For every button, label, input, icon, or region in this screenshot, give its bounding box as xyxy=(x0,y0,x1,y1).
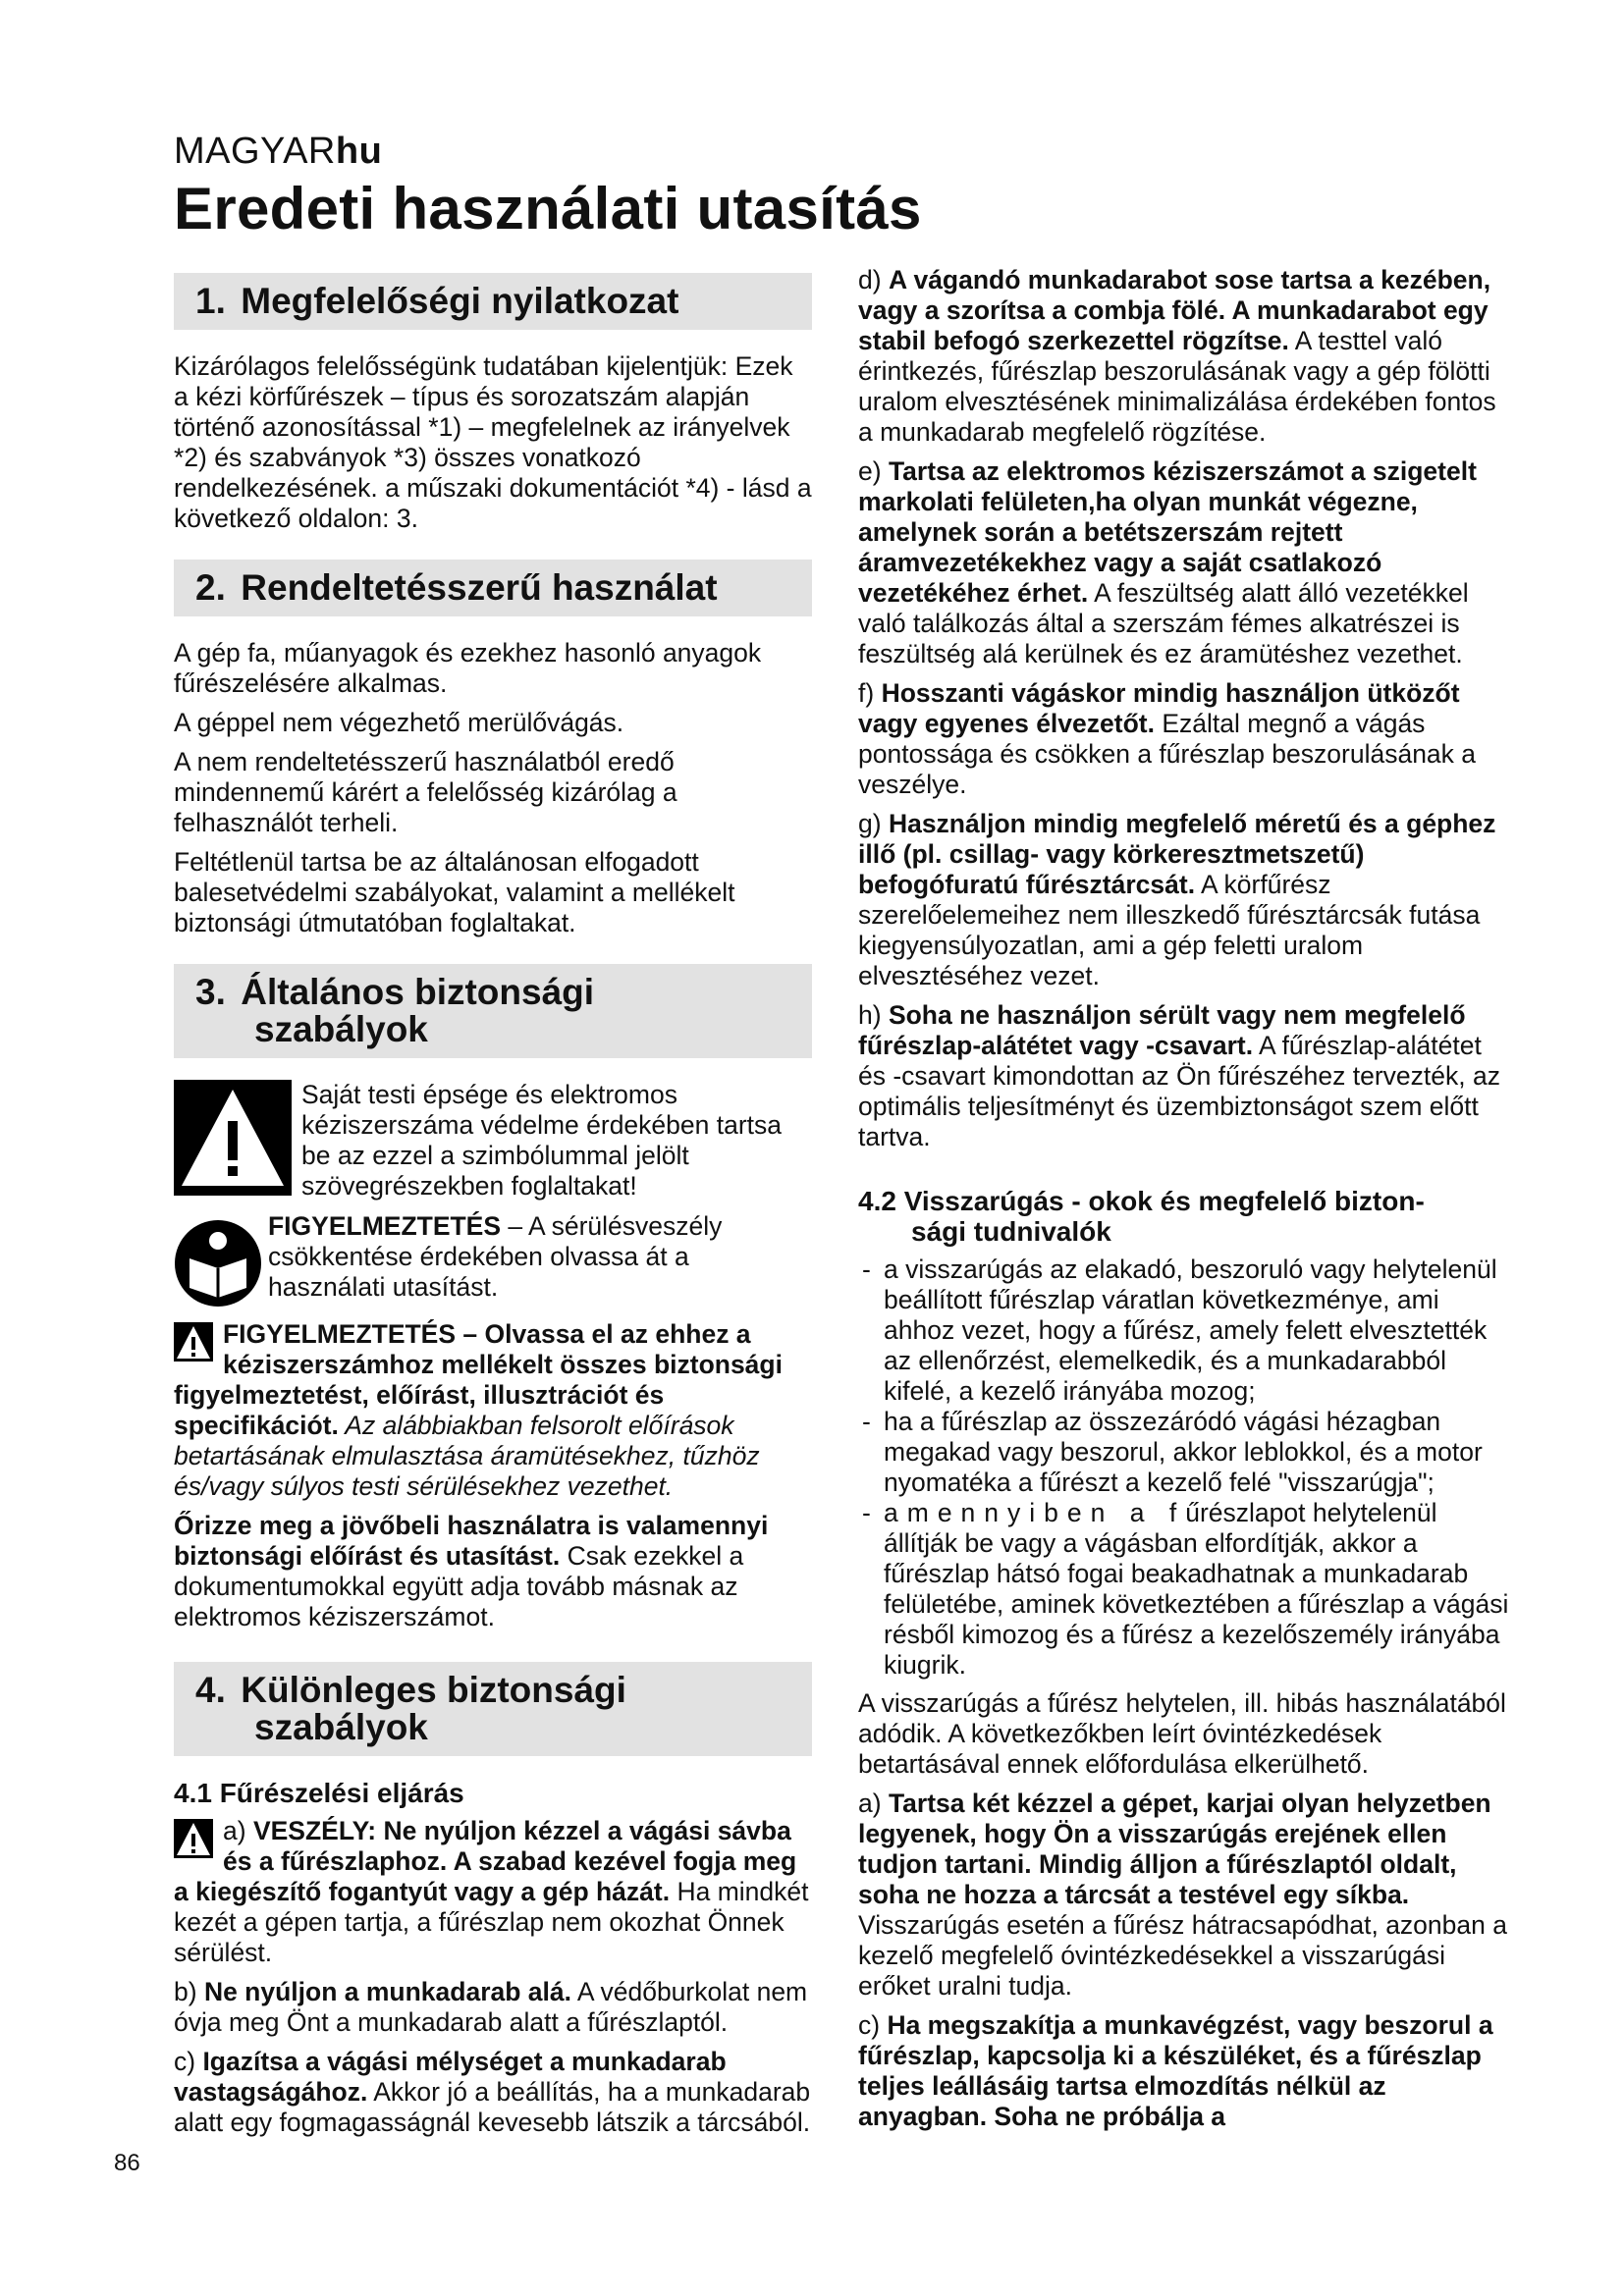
left-column xyxy=(174,265,812,2147)
rule-d xyxy=(858,265,1516,448)
warning-triangle-icon xyxy=(174,1322,213,1362)
section-heading-1 xyxy=(174,273,812,330)
language-label xyxy=(174,131,382,173)
rule-label: d) xyxy=(858,265,889,294)
rule-bold-text: Tartsa két kézzel a gépet, karjai olyan helyzetben legyenek, hogy Ön a visszarúgás erejének ellen tudjon tartani. Mindig álljon a fűrészlaptól oldalt, soha ne hozza a tárcsát a testével egy síkba. xyxy=(858,1789,1491,1909)
warning-text: – A sérülésveszély csökkentése érdekében olvassa át a használati utasítást. xyxy=(268,1211,723,1302)
rule-bold-text: Tartsa az elektromos kéziszerszámot a szigetelt markolati felületen,ha olyan munkát végezne, amelynek során a betétszerszám rejtett áramvezetékekhez vagy a saját csatlakozó vezetékéhez érhet. xyxy=(858,456,1477,608)
list-item: - a visszarúgás az elakadó, beszoruló vagy helytelenül beállított fűrészlap váratlan következménye, ami ahhoz vezet, hogy a fűrész, amely felett elvesztették az ellenőrzést, elemelkedik, és a munkadarabból kifelé, a kezelő irányába mozog; xyxy=(858,1255,1516,1407)
rule-text: Visszarúgás esetén a fűrész hátracsapódhat, azonban a kezelő megfelelő óvintézkedésekkel a visszarúgási erőket uralni tudja. xyxy=(858,1910,1507,2001)
subsection-title: 4.1 Fűrészelési eljárás xyxy=(174,1778,464,1808)
rule-bold-text: Ne nyúljon a munkadarab alá. xyxy=(203,1977,571,2006)
rule-kickback-c xyxy=(858,2010,1516,2132)
rule-label: b) xyxy=(174,1977,204,2006)
keep-instructions xyxy=(174,1511,812,1632)
page-number: 86 xyxy=(114,2150,140,2176)
rule-bold-text: VESZÉLY: Ne nyúljon kézzel a vágási sávba és a fűrészlaphoz. A szabad kezével fogja meg a kiegészítő fogantyút vagy a gép házát. xyxy=(174,1816,797,1906)
rule-text: A védőburkolat nem óvja meg Önt a munkadarab alatt a fűrészlaptól. xyxy=(174,1977,808,2037)
rule-label: g) xyxy=(858,809,889,838)
warning-bold-text: FIGYELMEZTETÉS – Olvassa el az ehhez a kéziszerszámhoz mellékelt összes biztonsági figyelmeztetést, előírást, illusztrációt és specifikációt. xyxy=(174,1319,783,1440)
subsection-title-line2: sági tudnivalók xyxy=(911,1216,1111,1247)
rule-label: c) xyxy=(858,2010,888,2040)
section-number: 2. xyxy=(195,567,226,608)
list-item: - ha a fűrészlap az összezáródó vágási hézagban megakad vagy beszorul, akkor leblokkol, és a motor nyomatéka a fűrészt a kezelő felé "visszarúgja"; xyxy=(858,1407,1516,1498)
rule-text: A fűrészlap-alátétet és -csavart kimondottan az Ön fűrészéhez tervezték, az optimális teljesítményt és üzembiztonságot szem előtt tartva. xyxy=(858,1031,1500,1151)
section-number: 4. xyxy=(195,1670,226,1710)
read-manual-icon xyxy=(174,1219,262,1308)
section-title: Különleges biztonsági xyxy=(241,1670,626,1710)
warning-label: FIGYELMEZTETÉS xyxy=(268,1211,502,1241)
rule-label: c) xyxy=(174,2047,203,2076)
rule-c xyxy=(174,2047,812,2138)
rule-text: A feszültség alatt álló vezetékkel való találkozás által a szerszám fémes alkatrészei is feszültség alá kerülnek és ez áramütéshez vezethet. xyxy=(858,578,1469,668)
kickback-paragraph: A visszarúgás a fűrész helytelen, ill. hibás használatából adódik. A következőkben leírt óvintézkedések betartásával ennek előfordulása elkerülhető. xyxy=(858,1688,1506,1779)
rule-e xyxy=(858,456,1516,669)
section-number: 3. xyxy=(195,972,226,1012)
paragraph: A nem rendeltetésszerű használatból eredő mindennemű kárért a felelősség kizárólag a felhasználót terheli. xyxy=(174,747,677,837)
paragraph: A géppel nem végezhető merülővágás. xyxy=(174,708,624,737)
rule-text: Ha mindkét kezét a gépen tartja, a fűrészlap nem okozhat Önnek sérülést. xyxy=(174,1877,809,1967)
page-title: Eredeti használati utasítás xyxy=(174,176,922,241)
section-heading-3 xyxy=(174,964,812,1058)
section-title: Rendeltetésszerű használat xyxy=(241,567,718,608)
rule-text: Akkor jó a beállítás, ha a munkadarab alatt egy fogmagasságnál kevesebb látszik a tárcsából. xyxy=(174,2077,811,2137)
rule-g xyxy=(858,809,1516,991)
rule-label: a) xyxy=(858,1789,889,1818)
list-item-text: űrészlapot helytelenül állítják be vagy a vágásban elfordítják, akkor a fűrészlap hátsó fogai beakadhatnak a munkadarab felületébe, aminek következtében a fűrészlap a vágási résből kimozog és a fűrész a kezelőszemély irányába kiugrik. xyxy=(884,1498,1509,1680)
rule-bold-text: Soha ne használjon sérült vagy nem megfelelő fűrészlap-alátétet vagy -csavart. xyxy=(858,1000,1466,1060)
rule-f xyxy=(858,678,1516,800)
language-code: hu xyxy=(335,131,383,172)
section-heading-2 xyxy=(174,560,812,616)
subsection-title xyxy=(858,1186,1516,1247)
rule-bold-text: Használjon mindig megfelelő méretű és a géphez illő (pl. csillag- vagy körkeresztmetszetű) befogófuratú fűrésztárcsát. xyxy=(858,809,1496,899)
warning-text: Saját testi épsége és elektromos kéziszerszáma védelme érdekében tartsa be az ezzel a szimbólummal jelölt szövegrészekben foglaltakat! xyxy=(301,1080,783,1201)
list-item xyxy=(858,1498,1516,1681)
rule-h xyxy=(858,1000,1516,1152)
keep-text: Csak ezekkel a dokumentumokkal együtt adja tovább másnak az elektromos kéziszerszámot. xyxy=(174,1541,744,1631)
rule-text: A testtel való érintkezés, fűrészlap beszorulásának vagy a gép fölötti uralom elvesztésének minimalizálása érdekében fontos a munkadarab megfelelő rögzítése. xyxy=(858,326,1496,447)
subsection-title-line1: 4.2 Visszarúgás - okok és megfelelő bizton- xyxy=(858,1186,1425,1216)
rule-text: A körfűrész szerelőelemeihez nem illeszkedő fűrésztárcsák futása kiegyensúlyozatlan, ami a gép feletti uralom elvesztéséhez vezet. xyxy=(858,870,1481,990)
rule-kickback-a xyxy=(858,1789,1516,2002)
right-column xyxy=(858,265,1516,2141)
paragraph: Feltétlenül tartsa be az általánosan elfogadott balesetvédelmi szabályokat, valamint a mellékelt biztonsági útmutatóban foglaltakat. xyxy=(174,847,735,937)
section-title: Megfelelőségi nyilatkozat xyxy=(241,281,679,321)
section-number: 1. xyxy=(195,281,226,321)
warning-notice xyxy=(174,1080,812,1201)
declaration-text: Kizárólagos felelősségünk tudatában kijelentjük: Ezek a kézi körfűrészek – típus és sorozatszám alapján történő azonosítással *1) – megfelelnek az irányelvek *2) és szabványok *3) összes vonatkozó rendelkezésének. a műszaki dokumentációt *4) - lásd a következő oldalon: 3. xyxy=(174,351,812,533)
rule-label: h) xyxy=(858,1000,889,1030)
rule-bold-text: Ha megszakítja a munkavégzést, vagy beszorul a fűrészlap, kapcsolja ki a készüléket, és a fűrészlap teljes leállásáig tartsa elmozdítás nélkül az anyagban. Soha ne próbálja a xyxy=(858,2010,1493,2131)
general-warning xyxy=(174,1319,812,1502)
warning-triangle-icon xyxy=(174,1819,213,1858)
rule-label: a) xyxy=(223,1816,253,1845)
section-title-line2: szabályok xyxy=(254,1009,428,1049)
warning-italic-text: Az alábbiakban felsorolt előírások betartásának elmulasztása áramütésekhez, tűzhöz és/vagy súlyos testi sérülésekhez vezethet. xyxy=(174,1411,760,1501)
rule-label: f) xyxy=(858,678,882,708)
rule-bold-text: A vágandó munkadarabot sose tartsa a kezében, vagy a szorítsa a combja fölé. A munkadarabot egy stabil befogó szerkezettel rögzítse. xyxy=(858,265,1491,355)
rule-b xyxy=(174,1977,812,2038)
read-manual-notice xyxy=(174,1211,812,1309)
section-title: Általános biztonsági xyxy=(241,972,595,1012)
language-name: MAGYAR xyxy=(174,131,336,172)
keep-bold-text: Őrizze meg a jövőbeli használatra is valamennyi biztonsági előírást és utasítást. xyxy=(174,1511,769,1571)
list-item-spread-text: amennyiben a f xyxy=(884,1498,1186,1527)
rule-a xyxy=(174,1816,812,1968)
section-title-line2: szabályok xyxy=(254,1707,428,1747)
rule-bold-text: Hosszanti vágáskor mindig használjon ütközőt vagy egyenes élvezetőt. xyxy=(858,678,1460,738)
rule-label: e) xyxy=(858,456,889,486)
paragraph: A gép fa, műanyagok és ezekhez hasonló anyagok fűrészelésére alkalmas. xyxy=(174,638,762,698)
section-heading-4 xyxy=(174,1662,812,1756)
rule-text: Ezáltal megnő a vágás pontossága és csökken a fűrészlap beszorulásának a veszélye. xyxy=(858,709,1477,799)
kickback-causes-list xyxy=(858,1255,1516,1681)
warning-triangle-icon xyxy=(174,1080,292,1196)
rule-bold-text: Igazítsa a vágási mélységet a munkadarab vastagságához. xyxy=(174,2047,727,2107)
